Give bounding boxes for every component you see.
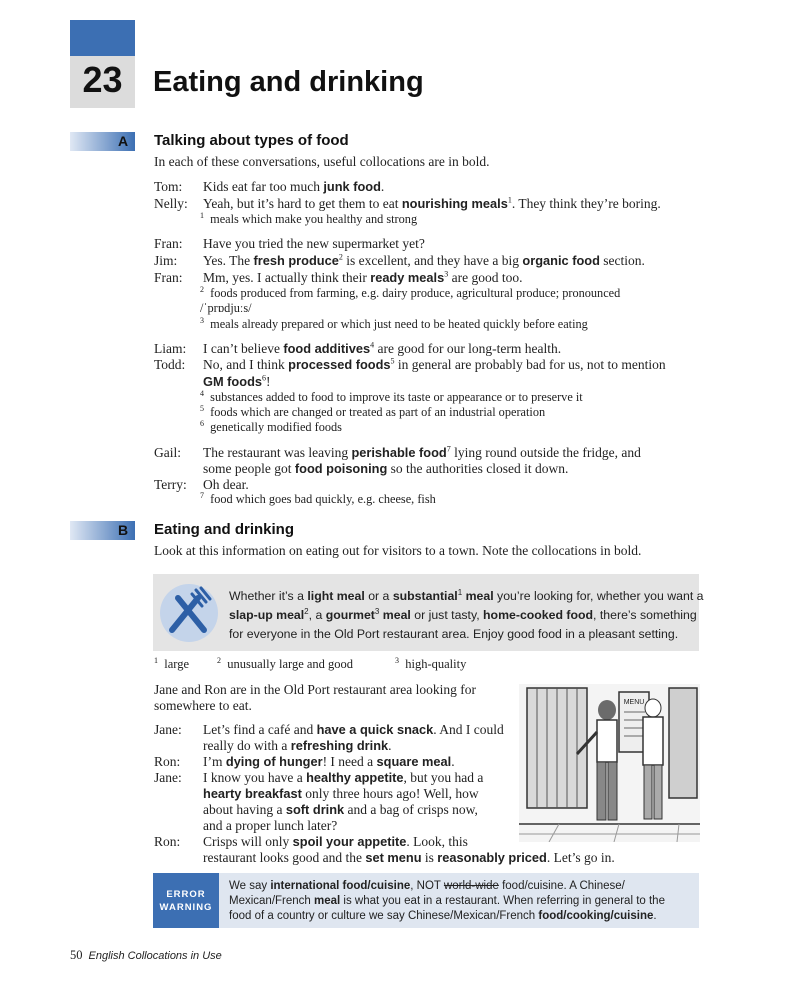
cutlery-icon xyxy=(158,582,220,644)
section-b-letter: B xyxy=(118,522,129,538)
dialogue-line: Nelly: Yeah, but it’s hard to get them to eat nourishing meals$^1$. They think they’re boring. xyxy=(154,195,661,211)
narrative-line: Jane and Ron are in the Old Port restaurant area looking for xyxy=(154,682,477,697)
section-b-intro: Look at this information on eating out for visitors to a town. Note the collocations in bold. xyxy=(154,543,642,558)
dialogue-line: Gail: The restaurant was leaving perishable food$^7$ lying round outside the fridge, and xyxy=(154,444,641,460)
dialogue-line: Jane: I know you have a healthy appetite, but you had a xyxy=(154,770,484,785)
footnote: /ˈprɒdjuːs/ xyxy=(200,301,252,315)
error-warning-label: ERROR WARNING xyxy=(153,873,219,928)
unit-title: Eating and drinking xyxy=(153,66,424,98)
dialogue-continuation: some people got food poisoning so the authorities closed it down. xyxy=(203,461,569,476)
footnote: $^1$ meals which make you healthy and strong xyxy=(200,210,418,226)
menu-sign: MENU xyxy=(623,699,645,706)
narrative-line: somewhere to eat. xyxy=(154,698,252,713)
dialogue-line: Terry: Oh dear. xyxy=(154,477,249,492)
section-a-intro: In each of these conversations, useful collocations are in bold. xyxy=(154,154,490,169)
footnote: $^6$ genetically modified foods xyxy=(200,418,342,434)
dialogue-line: Jane: Let’s find a café and have a quick snack. And I could xyxy=(154,722,504,737)
box-footnote: $^1$ large xyxy=(154,655,190,671)
dialogue-line: Fran: Mm, yes. I actually think their ready meals$^3$ are good too. xyxy=(154,269,523,285)
footnote: $^2$ foods produced from farming, e.g. dairy produce, agricultural produce; pronounced xyxy=(200,284,621,300)
footnote: $^3$ meals already prepared or which just need to be heated quickly before eating xyxy=(200,315,588,331)
unit-number: 23 xyxy=(70,56,135,108)
book-title: English Collocations in Use xyxy=(88,950,222,962)
dialogue-continuation: hearty breakfast only three hours ago! Well, how xyxy=(203,786,479,801)
dialogue-line: Fran: Have you tried the new supermarket yet? xyxy=(154,236,425,251)
error-warning-text: We say international food/cuisine, NOT world-wide food/cuisine. A Chinese/ Mexican/French meal is what you eat in a restaurant. When referring in general to the food of a country or culture we say Chinese/Mexican/French food/cooking/cuisine. xyxy=(229,880,665,922)
box-footnote: $^2$ unusually large and good xyxy=(217,655,354,671)
dialogue-line: Ron: I’m dying of hunger! I need a square meal. xyxy=(154,754,455,769)
footnote: $^4$ substances added to food to improve its taste or appearance or to preserve it xyxy=(200,388,583,404)
dialogue-continuation: restaurant looks good and the set menu is reasonably priced. Let’s go in. xyxy=(203,850,615,865)
section-a-title: Talking about types of food xyxy=(154,132,349,149)
dialogue-line: Tom: Kids eat far too much junk food. xyxy=(154,179,385,194)
dialogue-line: Liam: I can’t believe food additives$^4$ are good for our long-term health. xyxy=(154,340,562,356)
dialogue-line: Jim: Yes. The fresh produce$^2$ is excellent, and they have a big organic food section. xyxy=(154,252,645,268)
restaurant-illustration xyxy=(519,684,700,842)
dialogue-continuation: GM foods$^6$! xyxy=(203,373,271,389)
unit-number-box xyxy=(70,20,135,108)
section-b-title: Eating and drinking xyxy=(154,521,295,538)
dialogue-continuation: about having a soft drink and a bag of crisps now, xyxy=(203,802,478,817)
footnote: $^7$ food which goes bad quickly, e.g. cheese, fish xyxy=(200,490,436,506)
dialogue-line: Todd: No, and I think processed foods$^5$ in general are probably bad for us, not to mention xyxy=(154,356,666,372)
section-a-letter: A xyxy=(118,133,129,149)
footnote: $^5$ foods which are changed or treated as part of an industrial operation xyxy=(200,403,546,419)
page-number: 50 xyxy=(70,948,83,962)
dialogue-continuation: really do with a refreshing drink. xyxy=(203,738,392,753)
box-footnote: $^3$ high-quality xyxy=(395,655,467,671)
dialogue-continuation: and a proper lunch later? xyxy=(203,818,338,833)
dialogue-line: Ron: Crisps will only spoil your appetite. Look, this xyxy=(154,834,468,849)
info-box-text: Whether it’s a light meal or a substantial$^1$ meal you’re looking for, whether you want a slap-up meal$^2$, a gourmet$^3$ meal or just tasty, home-cooked food, there’s something for everyone in the Old Port restaurant area. Enjoy good food in a pleasant setting. xyxy=(229,587,704,641)
page-footer xyxy=(70,948,222,963)
